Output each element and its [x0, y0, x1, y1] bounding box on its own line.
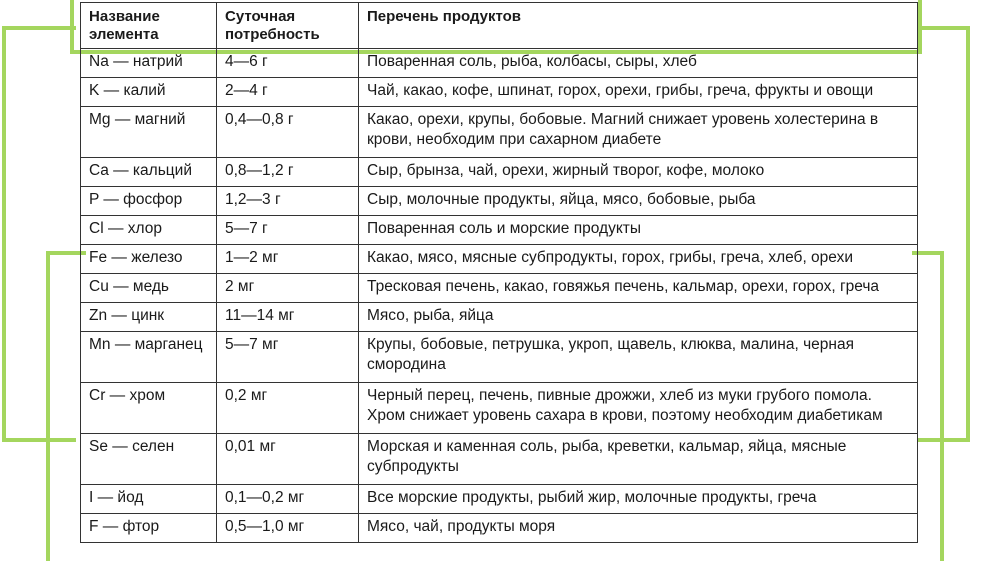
element-cell: Mn — марганец	[81, 332, 217, 383]
element-cell: Cu — медь	[81, 274, 217, 303]
products-cell: Поваренная соль и морские продукты	[359, 216, 918, 245]
daily-need-cell: 1,2—3 г	[217, 187, 359, 216]
daily-need-cell: 1—2 мг	[217, 245, 359, 274]
table-row	[81, 485, 918, 514]
table-header-row	[81, 3, 918, 49]
daily-need-cell: 4—6 г	[217, 49, 359, 78]
microelements-table	[80, 2, 918, 543]
daily-need-cell: 0,1—0,2 мг	[217, 485, 359, 514]
products-cell: Все морские продукты, рыбий жир, молочные продукты, греча	[359, 485, 918, 514]
table-row	[81, 78, 918, 107]
table-row	[81, 332, 918, 383]
products-cell: Поваренная соль, рыба, колбасы, сыры, хлеб	[359, 49, 918, 78]
element-cell: Se — селен	[81, 434, 217, 485]
element-cell: Ca — кальций	[81, 158, 217, 187]
daily-need-cell: 5—7 г	[217, 216, 359, 245]
element-cell: Fe — железо	[81, 245, 217, 274]
daily-need-cell: 0,5—1,0 мг	[217, 514, 359, 543]
daily-need-cell: 11—14 мг	[217, 303, 359, 332]
products-cell: Какао, орехи, крупы, бобовые. Магний снижает уровень холестерина в крови, необходим при сахарном диабете	[359, 107, 918, 158]
table-row	[81, 303, 918, 332]
table-row	[81, 245, 918, 274]
products-cell: Чай, какао, кофе, шпинат, горох, орехи, грибы, греча, фрукты и овощи	[359, 78, 918, 107]
element-cell: P — фосфор	[81, 187, 217, 216]
products-cell: Морская и каменная соль, рыба, креветки, кальмар, яйца, мясные субпродукты	[359, 434, 918, 485]
products-cell: Крупы, бобовые, петрушка, укроп, щавель, клюква, малина, черная смородина	[359, 332, 918, 383]
table-row	[81, 274, 918, 303]
products-cell: Какао, мясо, мясные субпродукты, горох, грибы, греча, хлеб, орехи	[359, 245, 918, 274]
daily-need-cell: 5—7 мг	[217, 332, 359, 383]
daily-need-cell: 0,4—0,8 г	[217, 107, 359, 158]
element-cell: I — йод	[81, 485, 217, 514]
element-cell: Zn — цинк	[81, 303, 217, 332]
header-daily-need: Суточная потребность	[217, 3, 359, 49]
element-cell: Mg — магний	[81, 107, 217, 158]
daily-need-cell: 0,8—1,2 г	[217, 158, 359, 187]
table-row	[81, 187, 918, 216]
daily-need-cell: 0,2 мг	[217, 383, 359, 434]
table-row	[81, 383, 918, 434]
header-products-list: Перечень продуктов	[359, 3, 918, 49]
products-cell: Тресковая печень, какао, говяжья печень, кальмар, орехи, горох, греча	[359, 274, 918, 303]
table-body	[81, 49, 918, 543]
products-cell: Сыр, молочные продукты, яйца, мясо, бобовые, рыба	[359, 187, 918, 216]
table-row	[81, 514, 918, 543]
table-row	[81, 49, 918, 78]
table-row	[81, 158, 918, 187]
element-cell: Cr — хром	[81, 383, 217, 434]
element-cell: F — фтор	[81, 514, 217, 543]
daily-need-cell: 0,01 мг	[217, 434, 359, 485]
header-element-name: Название элемента	[81, 3, 217, 49]
table-row	[81, 216, 918, 245]
element-cell: Cl — хлор	[81, 216, 217, 245]
table-row	[81, 434, 918, 485]
daily-need-cell: 2 мг	[217, 274, 359, 303]
products-cell: Мясо, чай, продукты моря	[359, 514, 918, 543]
element-cell: K — калий	[81, 78, 217, 107]
products-cell: Сыр, брынза, чай, орехи, жирный творог, кофе, молоко	[359, 158, 918, 187]
element-cell: Na — натрий	[81, 49, 217, 78]
products-cell: Черный перец, печень, пивные дрожжи, хлеб из муки грубого помола. Хром снижает уровень сахара в крови, поэтому необходим диабетикам	[359, 383, 918, 434]
products-cell: Мясо, рыба, яйца	[359, 303, 918, 332]
table-row	[81, 107, 918, 158]
daily-need-cell: 2—4 г	[217, 78, 359, 107]
